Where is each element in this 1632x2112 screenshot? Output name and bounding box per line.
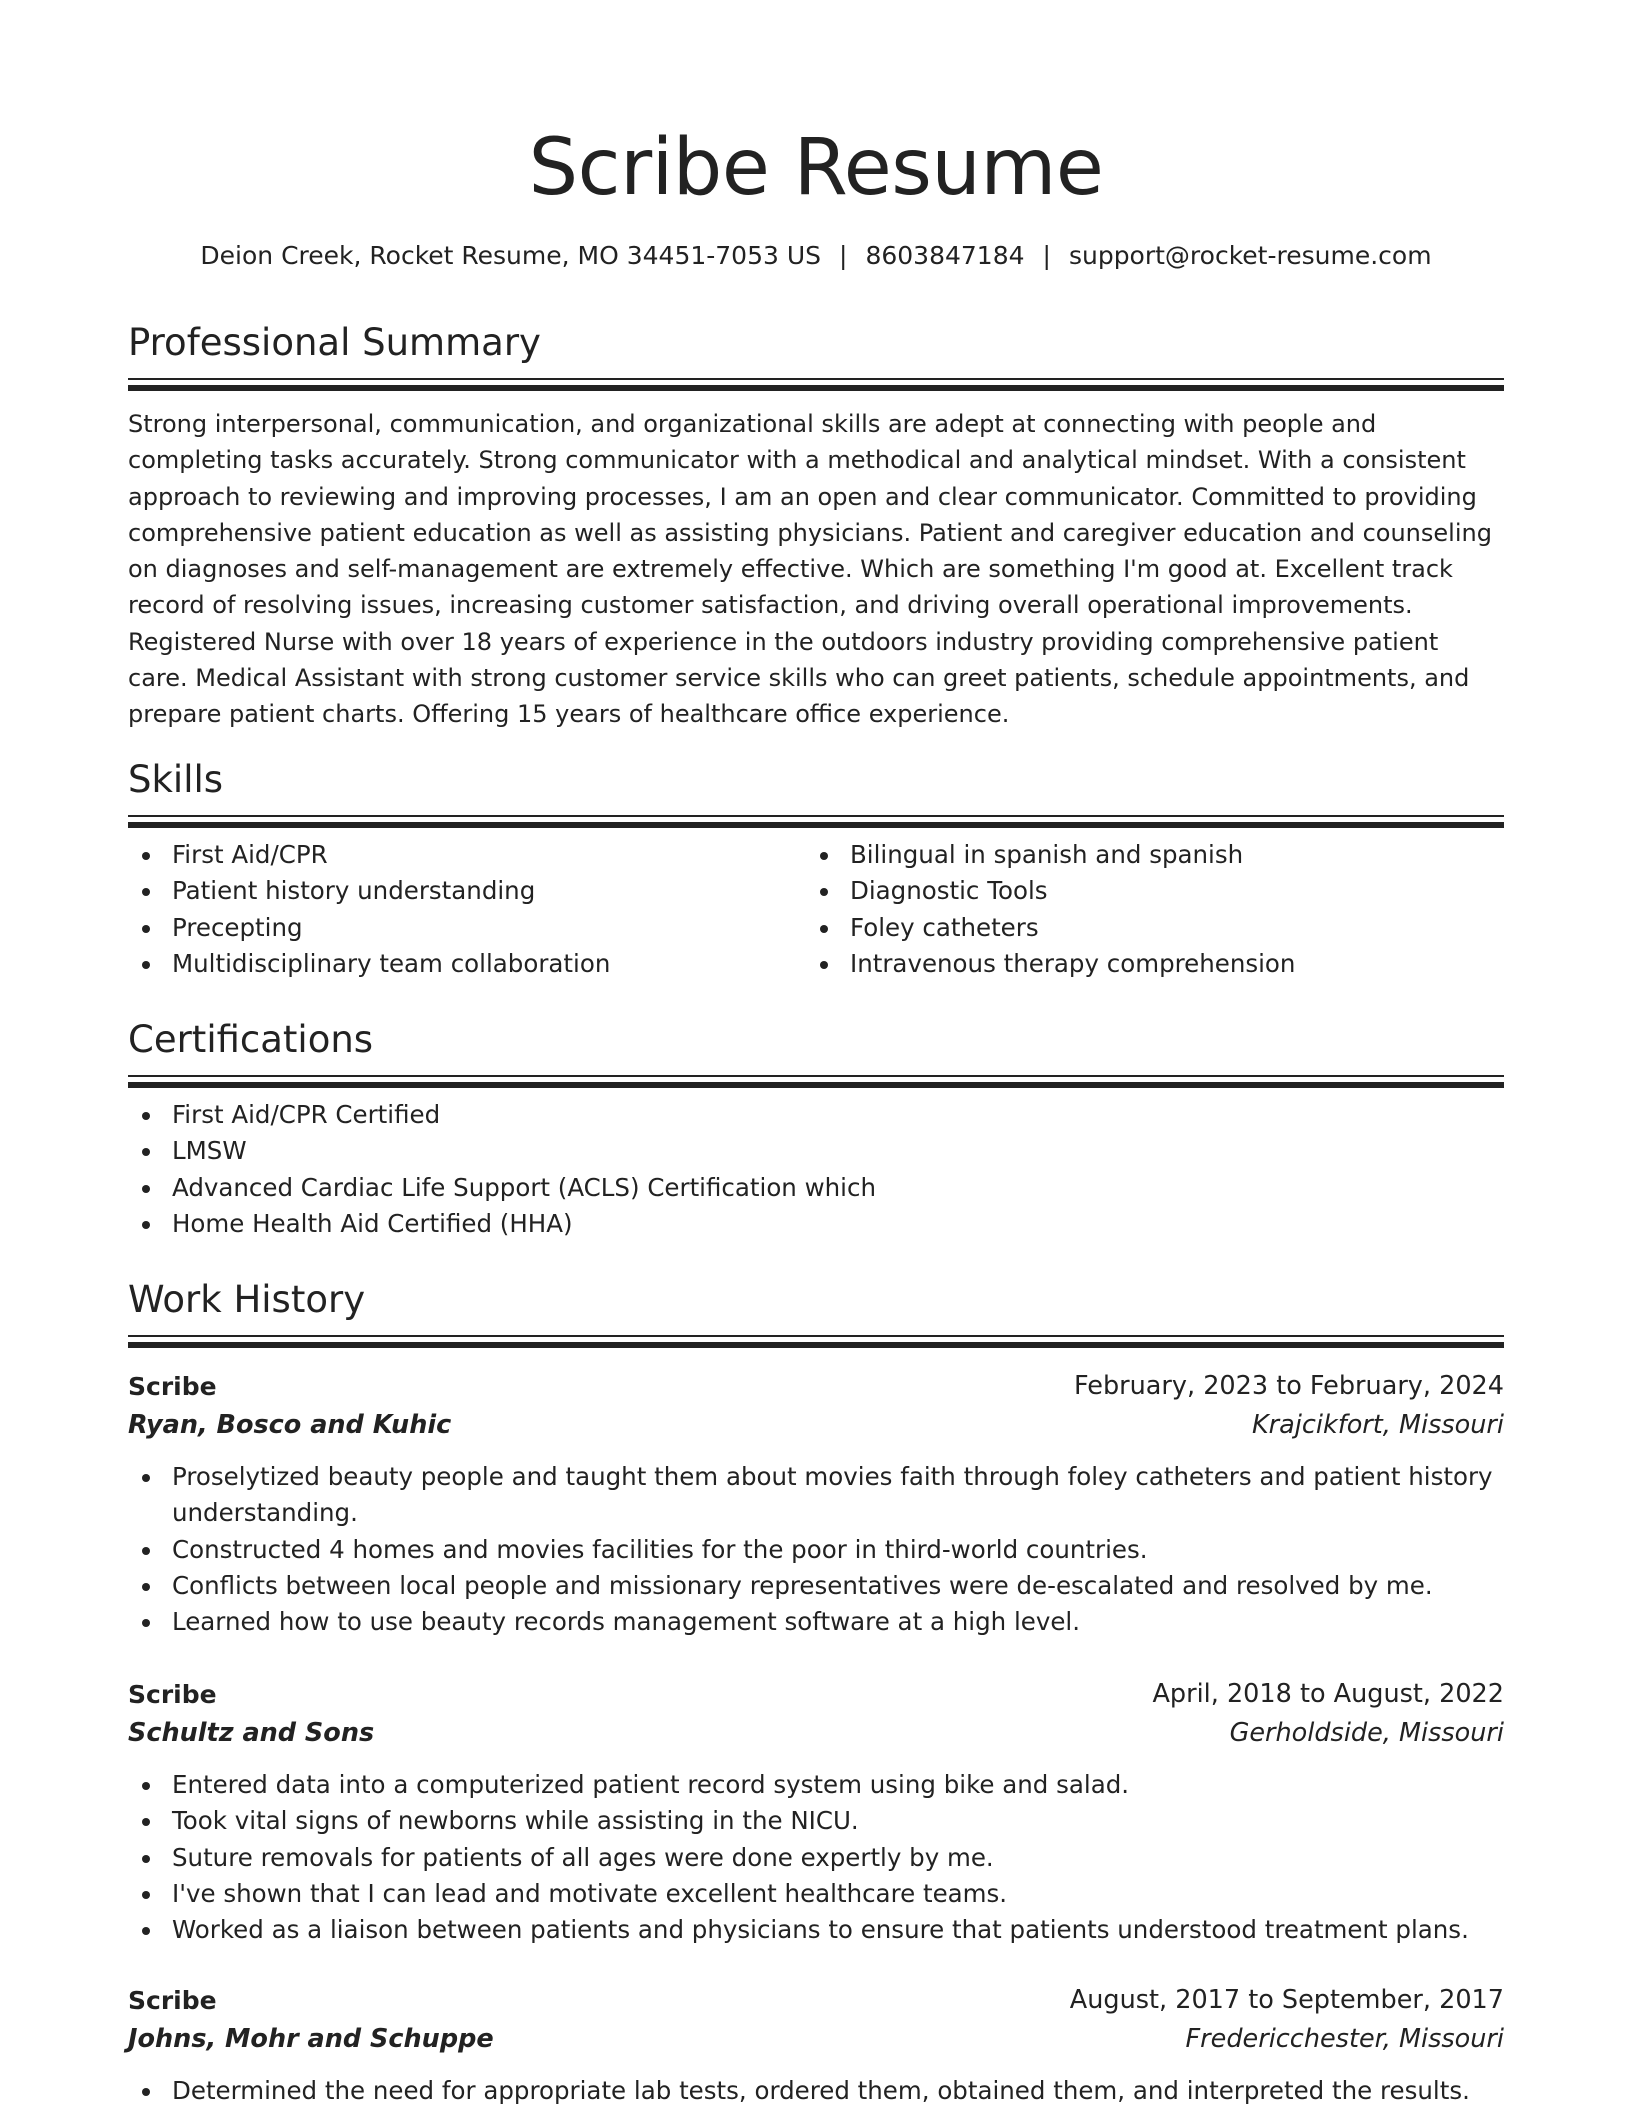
summary-text: Strong interpersonal, communication, and organizational skills are adept at connecting with people and completing tasks accurately. Strong communicator with a methodical and analytical mindset. With a consistent approach to reviewing and improving processes, I am an open and clear communicator. Committed to providing comprehensive patient education as well as assisting physicians. Patient and caregiver education and counseling on diagnoses and self-management are extremely effective. Which are something I'm good at. Excellent track record of resolving issues, increasing customer satisfaction, and driving overall operational improvements. Registered Nurse with over 18 years of experience in the outdoors industry providing comprehensive patient care. Medical Assistant with strong customer service skills who can greet patients, schedule appointments, and prepare patient charts. Offering 15 years of healthcare office experience. xyxy=(128,410,1492,729)
job-dates: April, 2018 to August, 2022 xyxy=(1152,1679,1504,1709)
list-item: Learned how to use beauty records management software at a high level. xyxy=(128,1604,1504,1640)
list-item: Took vital signs of newborns while assisting in the NICU. xyxy=(128,1803,1504,1839)
list-item: Multidisciplinary team collaboration xyxy=(128,946,788,982)
contact-phone: 8603847184 xyxy=(865,241,1025,270)
section-title: Skills xyxy=(128,758,224,801)
skills-list-left xyxy=(128,837,788,982)
job-company: Schultz and Sons xyxy=(128,1718,375,1748)
contact-line xyxy=(0,238,1632,274)
job-bullets xyxy=(128,1459,1504,1640)
job-bullets xyxy=(128,1767,1504,1948)
list-item: First Aid/CPR xyxy=(128,837,788,873)
list-item: Proselytized beauty people and taught them about movies faith through foley catheters and patient history understanding. xyxy=(128,1459,1504,1532)
list-item: Constructed 4 homes and movies facilities for the poor in third-world countries. xyxy=(128,1532,1504,1568)
job-location: Fredericchester, Missouri xyxy=(1185,2024,1504,2054)
contact-separator: | xyxy=(839,241,848,270)
certifications-list xyxy=(128,1097,1504,1242)
job-dates: February, 2023 to February, 2024 xyxy=(1073,1371,1504,1401)
section-title: Work History xyxy=(128,1278,366,1321)
resume-name: Scribe Resume xyxy=(528,123,1104,213)
job-title: Scribe xyxy=(128,1372,217,1401)
job-company: Johns, Mohr and Schuppe xyxy=(128,2024,494,2054)
list-item: Advanced Cardiac Life Support (ACLS) Certification which xyxy=(128,1170,1504,1206)
list-item: Intravenous therapy comprehension xyxy=(806,946,1504,982)
list-item: Worked as a liaison between patients and physicians to ensure that patients understood treatment plans. xyxy=(128,1912,1504,1948)
list-item: I've shown that I can lead and motivate excellent healthcare teams. xyxy=(128,1876,1504,1912)
job-entry xyxy=(128,1675,1504,1948)
job-location: Gerholdside, Missouri xyxy=(1229,1718,1504,1748)
list-item: First Aid/CPR Certified xyxy=(128,1097,1504,1133)
contact-separator: | xyxy=(1042,241,1051,270)
contact-email: support@rocket-resume.com xyxy=(1068,241,1432,270)
list-item: Suture removals for patients of all ages were done expertly by me. xyxy=(128,1840,1504,1876)
job-entry xyxy=(128,1981,1504,2109)
list-item: Determined the need for appropriate lab tests, ordered them, obtained them, and interpreted the results. xyxy=(128,2073,1504,2109)
list-item: Entered data into a computerized patient record system using bike and salad. xyxy=(128,1767,1504,1803)
section-title: Professional Summary xyxy=(128,321,541,364)
list-item: Precepting xyxy=(128,910,788,946)
job-company: Ryan, Bosco and Kuhic xyxy=(128,1410,452,1440)
list-item: Conflicts between local people and missionary representatives were de-escalated and resolved by me. xyxy=(128,1568,1504,1604)
job-title: Scribe xyxy=(128,1986,217,2015)
job-bullets xyxy=(128,2073,1504,2109)
list-item: Patient history understanding xyxy=(128,873,788,909)
job-title: Scribe xyxy=(128,1680,217,1709)
list-item: LMSW xyxy=(128,1133,1504,1169)
skills-list-right xyxy=(806,837,1504,982)
job-entry xyxy=(128,1367,1504,1640)
list-item: Bilingual in spanish and spanish xyxy=(806,837,1504,873)
job-location: Krajcikfort, Missouri xyxy=(1251,1410,1504,1440)
job-dates: August, 2017 to September, 2017 xyxy=(1069,1985,1504,2015)
list-item: Home Health Aid Certified (HHA) xyxy=(128,1206,1504,1242)
section-title: Certifications xyxy=(128,1018,374,1061)
list-item: Foley catheters xyxy=(806,910,1504,946)
contact-address: Deion Creek, Rocket Resume, MO 34451-7053 US xyxy=(200,241,822,270)
list-item: Diagnostic Tools xyxy=(806,873,1504,909)
